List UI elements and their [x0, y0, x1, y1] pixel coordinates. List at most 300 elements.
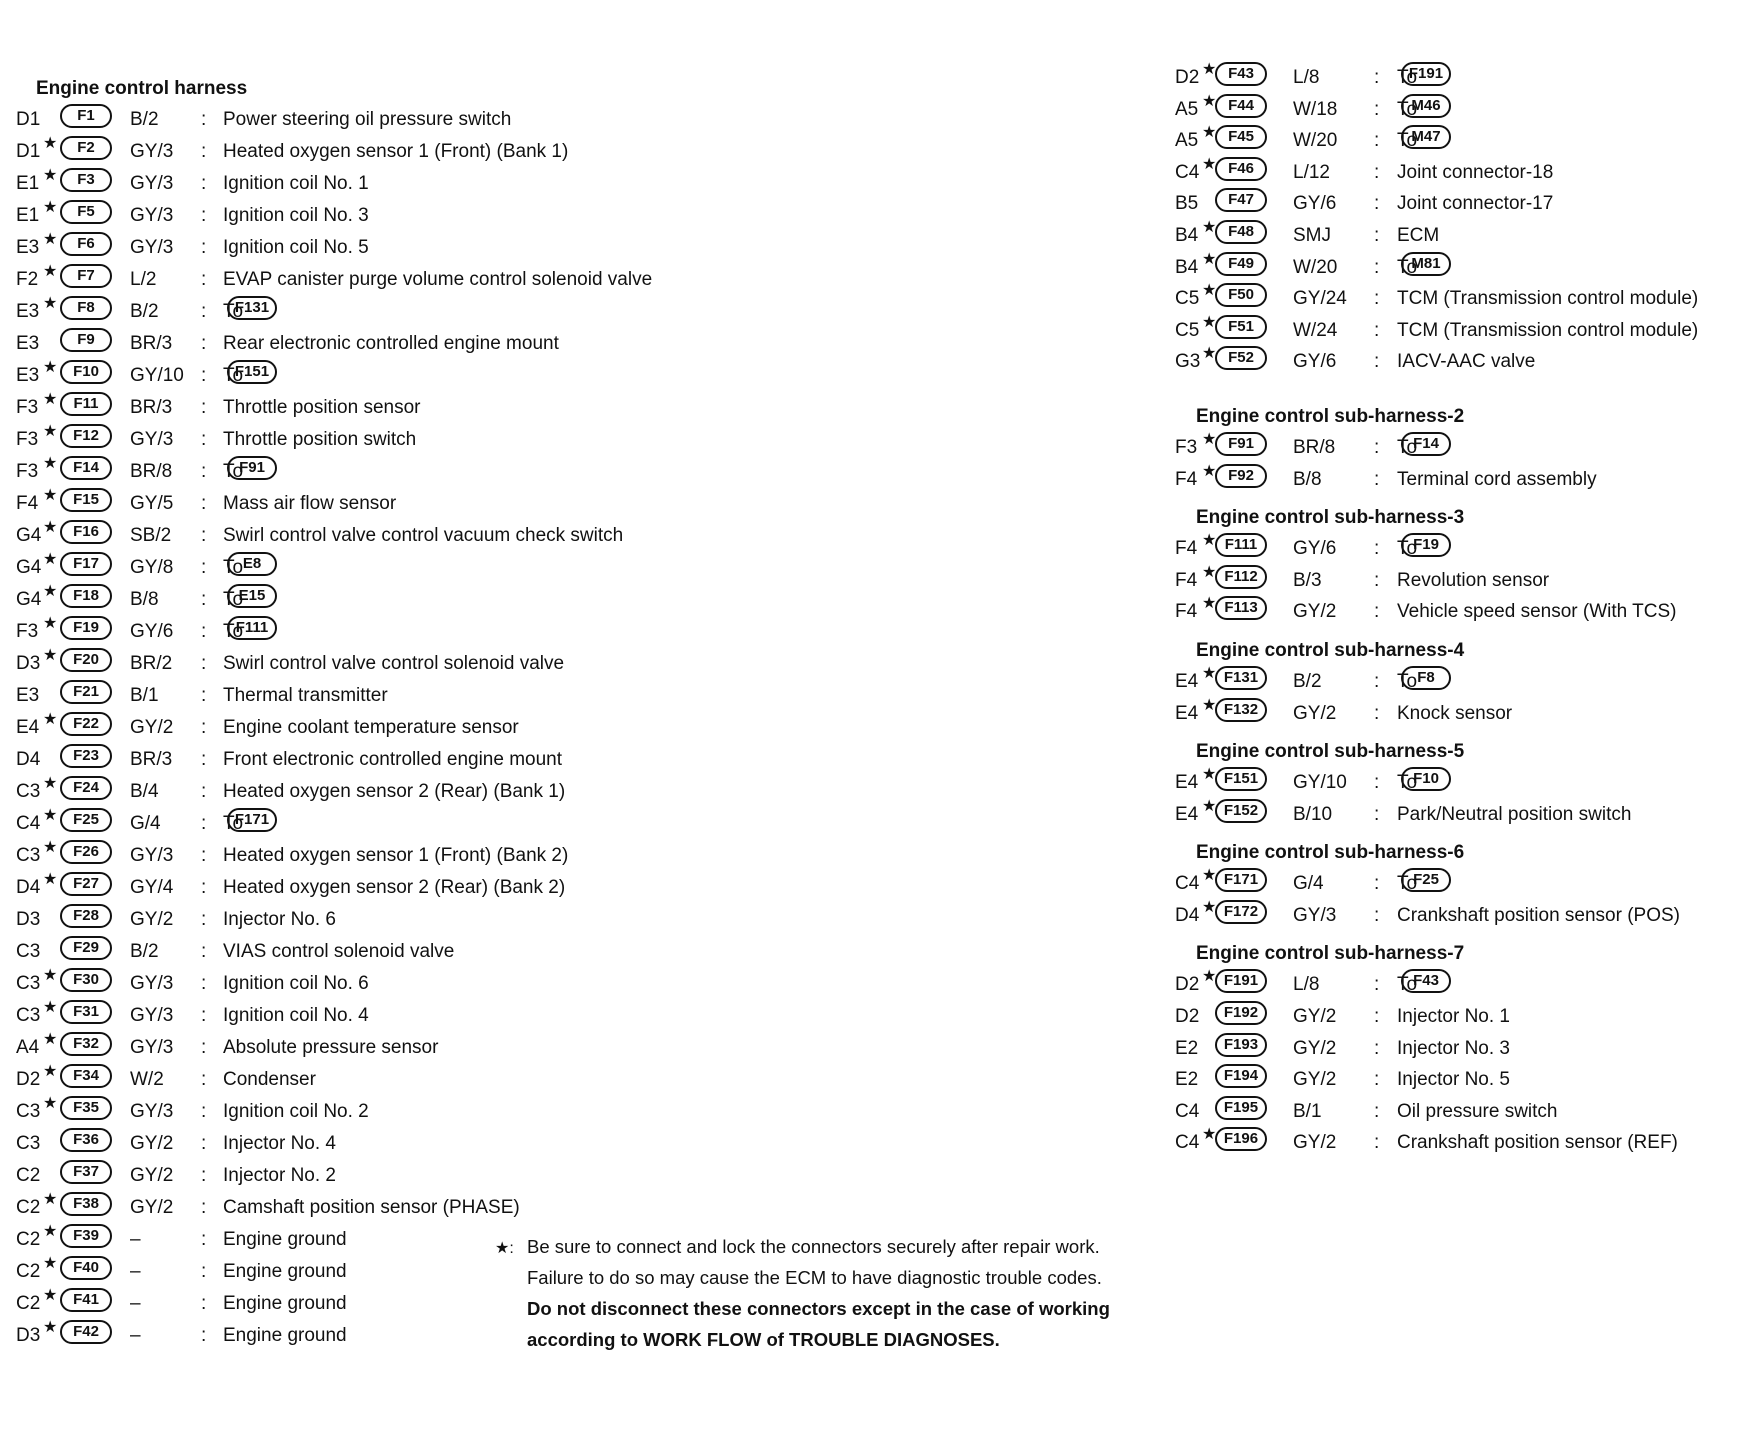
connector-row [16, 136, 936, 168]
wire-color-pins: GY/3 [130, 141, 174, 162]
separator: : [201, 781, 207, 802]
connector-row [16, 296, 936, 328]
connector-description: Injector No. 3 [1397, 1037, 1510, 1059]
grid-location: D4 [1175, 904, 1200, 926]
connector-description: Engine ground [223, 1261, 347, 1282]
grid-location: F4 [1175, 601, 1198, 623]
star-marker: ★ [1202, 462, 1217, 480]
connector-badge: F48 [1215, 220, 1267, 244]
separator: : [1374, 468, 1380, 490]
connector-badge: F44 [1215, 94, 1267, 118]
connector-row [16, 1064, 936, 1096]
connector-description: Ignition coil No. 6 [223, 973, 369, 994]
grid-location: C2 [16, 1261, 41, 1282]
wire-color-pins: W/20 [1293, 256, 1338, 278]
grid-location: A5 [1175, 98, 1199, 120]
grid-location: E2 [1175, 1069, 1199, 1091]
connector-description: To [1397, 98, 1418, 120]
star-marker: ★ [1202, 867, 1217, 885]
connector-description: Front electronic controlled engine mount [223, 749, 563, 770]
grid-location: B5 [1175, 193, 1199, 215]
separator: : [201, 1133, 207, 1154]
separator: : [1374, 601, 1380, 623]
connector-badge: F22 [60, 712, 112, 736]
separator: : [201, 557, 207, 578]
grid-location: E3 [16, 685, 40, 706]
connector-badge: F18 [60, 584, 112, 608]
connector-row [16, 1032, 936, 1064]
separator: : [201, 205, 207, 226]
grid-location: E2 [1175, 1037, 1199, 1059]
connector-description: Engine coolant temperature sensor [223, 717, 519, 738]
grid-location: C3 [16, 1133, 41, 1154]
grid-location: C3 [16, 973, 41, 994]
wire-color-pins: B/2 [1293, 670, 1322, 692]
wire-color-pins: – [130, 1261, 141, 1282]
wire-color-pins: SB/2 [130, 525, 172, 546]
connector-row [16, 328, 936, 360]
wire-color-pins: GY/10 [130, 365, 184, 386]
section-heading: Engine control sub-harness-7 [1196, 943, 1465, 965]
connector-description: Revolution sensor [1397, 569, 1550, 591]
connector-badge: F194 [1215, 1064, 1267, 1088]
connector-badge: F41 [60, 1288, 112, 1312]
connector-description: Engine ground [223, 1325, 347, 1346]
connector-row [16, 392, 936, 424]
separator: : [201, 621, 207, 642]
connector-list [1175, 666, 1755, 729]
connector-row [1175, 432, 1755, 464]
star-marker: ★ [43, 839, 58, 856]
separator: : [1374, 803, 1380, 825]
grid-location: F4 [16, 493, 39, 514]
connector-badge: F1 [60, 104, 112, 128]
wire-color-pins: GY/6 [130, 621, 174, 642]
connector-description: Condenser [223, 1069, 316, 1090]
connector-description: IACV-AAC valve [1397, 351, 1536, 373]
connector-row [16, 200, 936, 232]
connector-description: Injector No. 5 [1397, 1069, 1510, 1091]
wire-color-pins: GY/3 [130, 429, 174, 450]
connector-description: To [223, 461, 244, 482]
connector-row [1175, 220, 1755, 252]
connector-row [1175, 1127, 1755, 1159]
grid-location: G4 [16, 589, 42, 610]
separator: : [201, 333, 207, 354]
target-connector-badge: F25 [1401, 868, 1451, 892]
separator: : [1374, 1132, 1380, 1154]
separator: : [1374, 1069, 1380, 1091]
star-marker: ★ [43, 551, 58, 568]
connector-row [16, 1000, 936, 1032]
connector-badge: F51 [1215, 315, 1267, 339]
wire-color-pins: BR/8 [1293, 436, 1336, 458]
connector-row [16, 808, 936, 840]
grid-location: C5 [1175, 319, 1200, 341]
wire-color-pins: GY/2 [1293, 601, 1337, 623]
connector-badge: F39 [60, 1224, 112, 1248]
wire-color-pins: B/8 [1293, 468, 1322, 490]
separator: : [201, 525, 207, 546]
connector-description: To [1397, 538, 1418, 560]
target-connector-badge: F151 [227, 360, 277, 384]
connector-badge: F111 [1215, 533, 1267, 557]
connector-badge: F37 [60, 1160, 112, 1184]
connector-row [1175, 596, 1755, 628]
connector-row [1175, 346, 1755, 378]
footnote-line-3: Do not disconnect these connectors except in the case of working [527, 1298, 1110, 1319]
footnote-line-2: Failure to do so may cause the ECM to have diagnostic trouble codes. [527, 1267, 1102, 1288]
footnote-line-1 [495, 1231, 1110, 1262]
connector-description: Absolute pressure sensor [223, 1037, 439, 1058]
grid-location: D2 [1175, 974, 1200, 996]
grid-location: F2 [16, 269, 39, 290]
connector-description: Injector No. 6 [223, 909, 336, 930]
connector-badge: F8 [60, 296, 112, 320]
grid-location: C3 [16, 845, 41, 866]
wire-color-pins: GY/3 [130, 1037, 174, 1058]
wire-color-pins: – [130, 1325, 141, 1346]
connector-row [1175, 464, 1755, 496]
connector-row [16, 872, 936, 904]
target-connector-badge: E8 [227, 552, 277, 576]
connector-badge: F24 [60, 776, 112, 800]
connector-badge: F30 [60, 968, 112, 992]
connector-badge: F12 [60, 424, 112, 448]
connector-badge: F152 [1215, 799, 1267, 823]
separator: : [201, 301, 207, 322]
wire-color-pins: – [130, 1229, 141, 1250]
connector-row [16, 104, 936, 136]
target-connector-badge: F111 [227, 616, 277, 640]
separator: : [201, 749, 207, 770]
wire-color-pins: B/10 [1293, 803, 1333, 825]
connector-description: Crankshaft position sensor (REF) [1397, 1132, 1678, 1154]
connector-description: Thermal transmitter [223, 685, 388, 706]
connector-description: Camshaft position sensor (PHASE) [223, 1197, 520, 1218]
wire-color-pins: GY/4 [130, 877, 174, 898]
star-marker: ★ [43, 263, 58, 280]
star-marker: ★ [1202, 664, 1217, 682]
separator: : [201, 909, 207, 930]
separator: : [201, 1165, 207, 1186]
connector-list [1175, 533, 1755, 628]
separator: : [1374, 772, 1380, 794]
connector-badge: F15 [60, 488, 112, 512]
connector-description: Joint connector-17 [1397, 193, 1554, 215]
grid-location: F3 [1175, 436, 1198, 458]
connector-row [16, 968, 936, 1000]
wire-color-pins: BR/3 [130, 333, 173, 354]
star-marker: ★ [43, 1255, 58, 1272]
grid-location: F3 [16, 621, 39, 642]
wire-color-pins: GY/2 [130, 909, 174, 930]
connector-badge: F27 [60, 872, 112, 896]
wire-color-pins: L/2 [130, 269, 157, 290]
connector-row [1175, 767, 1755, 799]
separator: : [1374, 67, 1380, 88]
connector-row [16, 712, 936, 744]
connector-description: Heated oxygen sensor 1 (Front) (Bank 1) [223, 141, 569, 162]
star-marker: ★ [1202, 1126, 1217, 1144]
connector-badge: F28 [60, 904, 112, 928]
connector-row [16, 1128, 936, 1160]
connector-description: Swirl control valve control vacuum check switch [223, 525, 624, 546]
connector-description: Engine ground [223, 1293, 347, 1314]
star-marker: ★ [43, 1191, 58, 1208]
connector-list [1175, 868, 1755, 931]
grid-location: F4 [1175, 468, 1198, 490]
connector-badge: F2 [60, 136, 112, 160]
connector-badge: F112 [1215, 565, 1267, 589]
grid-location: G4 [16, 525, 42, 546]
connector-badge: F26 [60, 840, 112, 864]
connector-list [1175, 62, 1755, 378]
grid-location: A5 [1175, 130, 1199, 152]
connector-description: Ignition coil No. 2 [223, 1101, 369, 1122]
star-marker: ★ [1202, 155, 1217, 173]
separator: : [201, 141, 207, 162]
connector-badge: F192 [1215, 1001, 1267, 1025]
target-connector-badge: F171 [227, 808, 277, 832]
section-heading: Engine control harness [36, 78, 248, 99]
star-marker: ★ [43, 487, 58, 504]
connector-row [16, 936, 936, 968]
connector-description: ECM [1397, 224, 1440, 246]
connector-row [1175, 252, 1755, 284]
star-marker: ★ [43, 1031, 58, 1048]
target-connector-badge: F8 [1401, 666, 1451, 690]
section-heading: Engine control sub-harness-3 [1196, 507, 1465, 529]
connector-badge: F11 [60, 392, 112, 416]
wire-color-pins: B/3 [1293, 569, 1322, 591]
separator: : [201, 717, 207, 738]
wire-color-pins: B/2 [130, 109, 159, 130]
connector-badge: F131 [1215, 666, 1267, 690]
star-marker: ★ [1202, 430, 1217, 448]
connector-description: To [1397, 974, 1418, 996]
connector-row [1175, 868, 1755, 900]
connector-description: Heated oxygen sensor 1 (Front) (Bank 2) [223, 845, 569, 866]
connector-row [1175, 283, 1755, 315]
wire-color-pins: W/2 [130, 1069, 164, 1090]
separator: : [201, 173, 207, 194]
star-marker: ★ [1202, 282, 1217, 300]
connector-badge: F10 [60, 360, 112, 384]
wire-color-pins: B/1 [1293, 1100, 1322, 1122]
separator: : [201, 493, 207, 514]
connector-description: To [223, 301, 244, 322]
grid-location: C2 [16, 1197, 41, 1218]
connector-description: EVAP canister purge volume control solenoid valve [223, 269, 653, 290]
star-marker: ★ [1202, 898, 1217, 916]
star-marker: ★ [43, 1095, 58, 1112]
connector-badge: F9 [60, 328, 112, 352]
separator: : [1374, 1037, 1380, 1059]
connector-row [1175, 1001, 1755, 1033]
separator: : [201, 461, 207, 482]
connector-badge: F195 [1215, 1096, 1267, 1120]
separator: : [1374, 974, 1380, 996]
wire-color-pins: GY/6 [1293, 538, 1337, 560]
connector-row [16, 616, 936, 648]
connector-row [16, 360, 936, 392]
connector-row [16, 904, 936, 936]
separator: : [1374, 538, 1380, 560]
wire-color-pins: B/8 [130, 589, 159, 610]
connector-description: To [1397, 772, 1418, 794]
connector-badge: F21 [60, 680, 112, 704]
grid-location: E3 [16, 237, 40, 258]
separator: : [1374, 256, 1380, 278]
connector-row [16, 744, 936, 776]
grid-location: E3 [16, 301, 40, 322]
wire-color-pins: W/20 [1293, 130, 1338, 152]
wire-color-pins: GY/6 [1293, 193, 1337, 215]
wire-color-pins: GY/2 [1293, 1069, 1337, 1091]
section-heading: Engine control sub-harness-4 [1196, 639, 1465, 661]
target-connector-badge: F10 [1401, 767, 1451, 791]
grid-location: A4 [16, 1037, 40, 1058]
connector-row [1175, 799, 1755, 831]
grid-location: D1 [16, 141, 41, 162]
star-marker: ★ [1202, 61, 1217, 78]
separator: : [1374, 873, 1380, 895]
star-marker: ★ [43, 967, 58, 984]
connector-row [1175, 533, 1755, 565]
separator: : [201, 429, 207, 450]
connector-description: Joint connector-18 [1397, 161, 1554, 183]
grid-location: C4 [1175, 1132, 1200, 1154]
connector-description: TCM (Transmission control module) [1397, 288, 1699, 310]
connector-description: To [223, 813, 244, 834]
target-connector-badge: M81 [1401, 252, 1451, 276]
star-marker: ★ [1202, 532, 1217, 550]
star-marker: ★ [1202, 563, 1217, 581]
separator: : [201, 877, 207, 898]
grid-location: E1 [16, 205, 40, 226]
star-marker: ★ [43, 871, 58, 888]
grid-location: D4 [16, 877, 41, 898]
connector-badge: F92 [1215, 464, 1267, 488]
star-marker: ★ [1202, 797, 1217, 815]
separator: : [201, 1293, 207, 1314]
wire-color-pins: G/4 [130, 813, 161, 834]
wire-color-pins: BR/3 [130, 397, 173, 418]
connector-description: To [223, 365, 244, 386]
connector-badge: F171 [1215, 868, 1267, 892]
connector-description: To [1397, 256, 1418, 278]
grid-location: C4 [16, 813, 41, 834]
separator: : [201, 237, 207, 258]
connector-description: Park/Neutral position switch [1397, 803, 1632, 825]
grid-location: C3 [16, 941, 41, 962]
star-marker: ★ [1202, 766, 1217, 784]
separator: : [1374, 224, 1380, 246]
grid-location: C3 [16, 1101, 41, 1122]
connector-badge: F6 [60, 232, 112, 256]
grid-location: C4 [1175, 1100, 1200, 1122]
wire-color-pins: GY/2 [1293, 1132, 1337, 1154]
connector-row [1175, 125, 1755, 157]
separator: : [1374, 904, 1380, 926]
grid-location: E4 [1175, 772, 1199, 794]
connector-description: Ignition coil No. 5 [223, 237, 369, 258]
wire-color-pins: B/2 [130, 941, 159, 962]
separator: : [201, 813, 207, 834]
connector-description: Throttle position sensor [223, 397, 421, 418]
connector-row [1175, 94, 1755, 126]
footnote [495, 1231, 1110, 1355]
grid-location: E3 [16, 365, 40, 386]
wire-color-pins: GY/6 [1293, 351, 1337, 373]
connector-row [1175, 62, 1755, 94]
star-marker: ★ [43, 135, 58, 152]
separator: : [1374, 569, 1380, 591]
wire-color-pins: – [130, 1293, 141, 1314]
separator: : [201, 1229, 207, 1250]
connector-row [16, 232, 936, 264]
connector-row [1175, 157, 1755, 189]
star-marker: ★ [43, 359, 58, 376]
separator: : [201, 109, 207, 130]
grid-location: D2 [16, 1069, 41, 1090]
engine-control-harness-section [16, 74, 936, 1352]
connector-badge: F50 [1215, 283, 1267, 307]
wire-color-pins: GY/3 [130, 1005, 174, 1026]
connector-description: To [223, 589, 244, 610]
star-marker: ★ [1202, 595, 1217, 613]
star-marker: ★ [1202, 92, 1217, 110]
separator: : [201, 269, 207, 290]
separator: : [201, 1325, 207, 1346]
connector-badge: F43 [1215, 62, 1267, 86]
target-connector-badge: F14 [1401, 432, 1451, 456]
grid-location: B4 [1175, 224, 1199, 246]
separator: : [201, 1197, 207, 1218]
grid-location: C4 [1175, 161, 1200, 183]
connector-description: To [1397, 670, 1418, 692]
connector-badge: F29 [60, 936, 112, 960]
connector-description: To [1397, 873, 1418, 895]
star-marker: ★ [43, 519, 58, 536]
connector-list [1175, 969, 1755, 1159]
connector-description: Ignition coil No. 4 [223, 1005, 369, 1026]
connector-row [16, 1160, 936, 1192]
star-marker: ★ [43, 295, 58, 312]
connector-description: Vehicle speed sensor (With TCS) [1397, 601, 1677, 623]
connector-badge: F34 [60, 1064, 112, 1088]
wire-color-pins: SMJ [1293, 224, 1331, 246]
grid-location: E4 [1175, 670, 1199, 692]
footnote-line-4: according to WORK FLOW of TROUBLE DIAGNOSES. [527, 1329, 1000, 1350]
connector-badge: F36 [60, 1128, 112, 1152]
connector-row [16, 840, 936, 872]
target-connector-badge: F19 [1401, 533, 1451, 557]
connector-description: Crankshaft position sensor (POS) [1397, 904, 1681, 926]
grid-location: D2 [1175, 67, 1200, 88]
grid-location: F3 [16, 429, 39, 450]
target-connector-badge: M47 [1401, 125, 1451, 149]
connector-badge: F191 [1215, 969, 1267, 993]
connector-badge: F23 [60, 744, 112, 768]
connector-row [16, 552, 936, 584]
grid-location: E1 [16, 173, 40, 194]
grid-location: G3 [1175, 351, 1201, 373]
separator: : [1374, 702, 1380, 724]
star-marker: ★ [43, 999, 58, 1016]
connector-badge: F25 [60, 808, 112, 832]
